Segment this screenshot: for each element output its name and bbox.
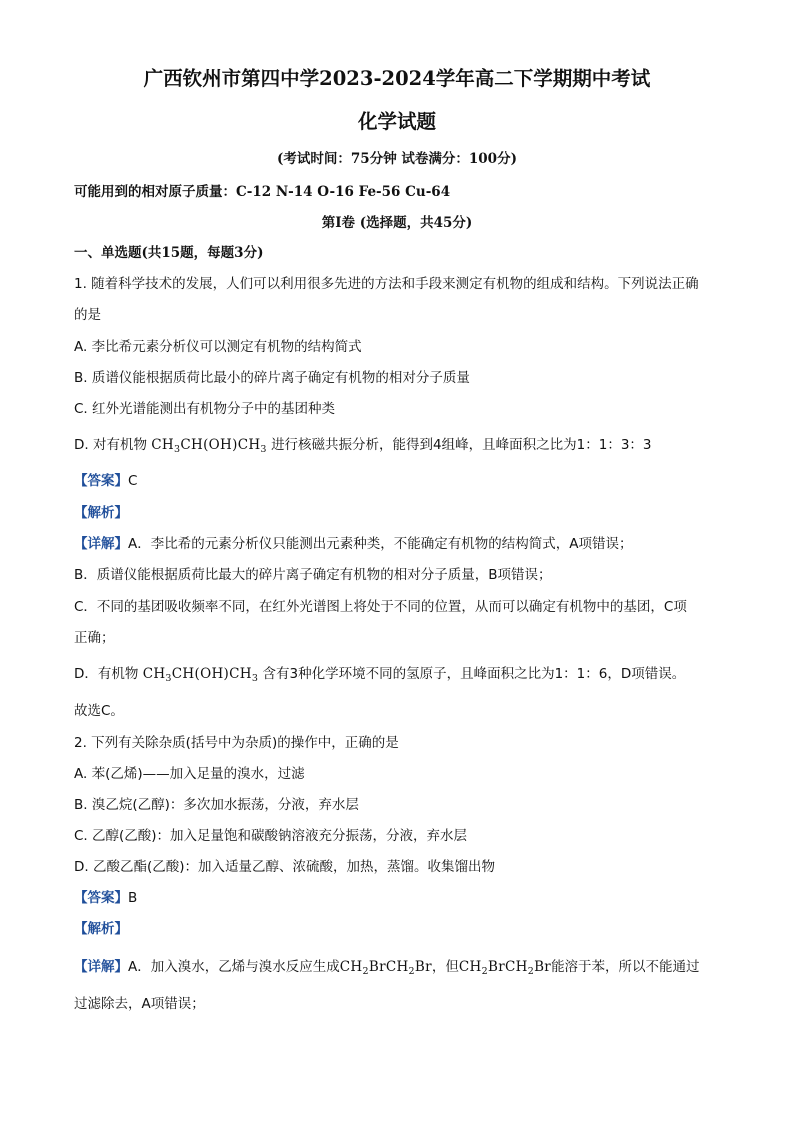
q1-stem-line2: 的是 xyxy=(74,307,101,323)
q2-answer xyxy=(74,889,137,907)
q2-detail-a-formula: $CH_2BrCH_2Br$ xyxy=(339,959,432,977)
q1-option-a: A. 李比希元素分析仪可以测定有机物的结构简式 xyxy=(74,339,362,355)
q2-stem: 2. 下列有关除杂质(括号中为杂质)的操作中，正确的是 xyxy=(74,735,399,751)
q1-detail-d-suffix: 含有3种化学环境不同的氢原子，且峰面积之比为1：1：6，D项错误。 xyxy=(262,666,686,682)
q1-option-d-suffix: 进行核磁共振分析，能得到4组峰，且峰面积之比为1：1：3：3 xyxy=(271,437,652,453)
part-heading: 一、单选题(共15题，每题3分) xyxy=(74,245,264,261)
q1-detail-d-formula: $CH_3CH(OH)CH_3$ xyxy=(142,666,259,684)
q2-option-a: A. 苯(乙烯)——加入足量的溴水，过滤 xyxy=(74,766,305,782)
q2-option-b: B. 溴乙烷(乙醇)：多次加水振荡，分液，弃水层 xyxy=(74,797,359,813)
q2-detail-a-prefix: A．加入溴水，乙烯与溴水反应生成 xyxy=(128,959,340,975)
q2-detail-a-formula-repeat: $CH_2BrCH_2Br$ xyxy=(458,959,552,977)
q1-option-d-formula: $CH_3CH(OH)CH_3$ xyxy=(151,437,267,455)
q2-answer-label: 【答案】 xyxy=(74,890,128,906)
q2-analysis xyxy=(74,920,128,938)
q2-analysis-label: 【解析】 xyxy=(74,921,128,937)
q2-detail-a-line2: 过滤除去，A项错误； xyxy=(74,996,205,1012)
q2-option-c: C. 乙醇(乙酸)：加入足量饱和碳酸钠溶液充分振荡，分液，弃水层 xyxy=(74,828,468,844)
q1-detail-b: B．质谱仪能根据质荷比最大的碎片离子确定有机物的相对分子质量，B项错误； xyxy=(74,567,552,583)
q2-detail-a xyxy=(74,958,700,976)
q1-answer xyxy=(74,472,137,490)
q1-detail-a xyxy=(74,535,632,553)
q1-detail-d xyxy=(74,665,685,683)
q1-conclusion: 故选C。 xyxy=(74,703,124,719)
q2-detail-label: 【详解】 xyxy=(74,959,128,975)
q1-answer-value: C xyxy=(128,473,138,489)
q1-detail-d-prefix: D．有机物 xyxy=(74,666,139,682)
q1-option-b: B. 质谱仪能根据质荷比最小的碎片离子确定有机物的相对分子质量 xyxy=(74,370,470,386)
q1-analysis xyxy=(74,504,128,522)
q1-stem-line1: 1. 随着科学技术的发展，人们可以利用很多先进的方法和手段来测定有机物的组成和结构。下列说法正确 xyxy=(74,276,699,292)
q1-detail-label: 【详解】 xyxy=(74,536,128,552)
q2-option-d: D. 乙酸乙酯(乙酸)：加入适量乙醇、浓硫酸，加热，蒸馏。收集馏出物 xyxy=(74,859,496,875)
exam-info: (考试时间：75分钟 试卷满分：100分) xyxy=(277,151,517,167)
q1-option-d xyxy=(74,436,652,454)
atomic-masses: 可能用到的相对原子质量：C-12 N-14 O-16 Fe-56 Cu-64 xyxy=(74,184,451,200)
document-title: 广西钦州市第四中学2023-2024学年高二下学期期中考试 xyxy=(143,67,651,90)
q1-detail-a-text: A．李比希的元素分析仪只能测出元素种类，不能确定有机物的结构简式，A项错误； xyxy=(128,536,633,552)
q1-detail-c-line1: C．不同的基团吸收频率不同，在红外光谱图上将处于不同的位置，从而可以确定有机物中的基团，C项 xyxy=(74,599,687,615)
q2-detail-a-suffix: 能溶于苯，所以不能通过 xyxy=(551,959,700,975)
q1-answer-label: 【答案】 xyxy=(74,473,128,489)
q2-detail-a-mid: ，但 xyxy=(431,959,459,975)
q1-option-c: C. 红外光谱能测出有机物分子中的基团种类 xyxy=(74,401,336,417)
q1-analysis-label: 【解析】 xyxy=(74,505,128,521)
section-heading: 第Ⅰ卷 (选择题，共45分) xyxy=(321,215,473,231)
q1-detail-c-line2: 正确； xyxy=(74,630,115,646)
q2-answer-value: B xyxy=(128,890,138,906)
q1-option-d-prefix: D. 对有机物 xyxy=(74,437,147,453)
subject-title: 化学试题 xyxy=(357,110,436,133)
